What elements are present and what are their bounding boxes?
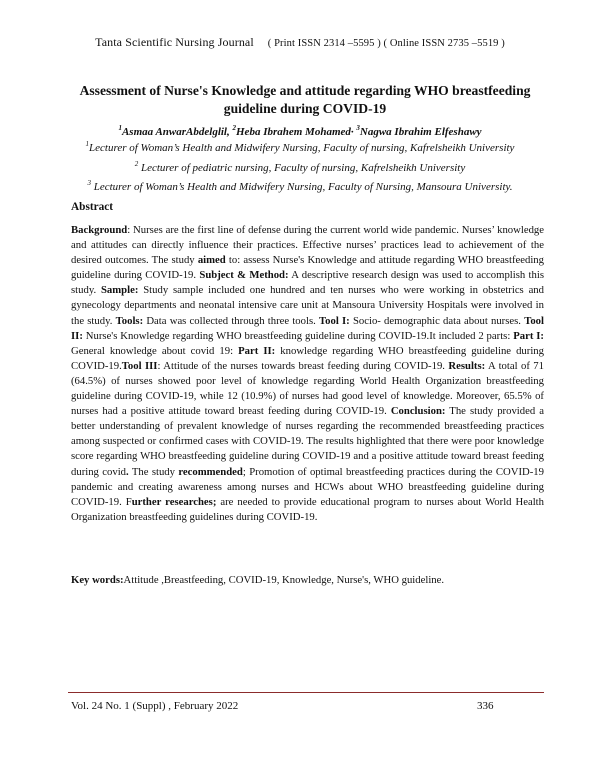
abstract-text-run: The study xyxy=(128,465,179,478)
abstract-text-run: are needed to provide educational program to nurses about World Health Organization breastfeeding guidelines during COVID-19. xyxy=(71,495,544,523)
affiliation-1-index: 1 xyxy=(85,140,90,148)
abstract-bold-run: . xyxy=(126,465,129,478)
abstract-text-run: The study provided a better understanding of prevalent knowledge of nurses regarding the recommended breastfeeding practices among suspected or confirmed cases with COVID-19. The results highlighted that there were poor knowledge score regarding WHO breastfeeding guideline during COVID-19 and a positive attitude toward breast feeding during covid xyxy=(71,405,544,478)
abstract-text-run: Data was collected through three tools. xyxy=(143,314,319,327)
abstract-bold-run: Part I: xyxy=(513,329,544,342)
abstract-bold-run: Tool III xyxy=(121,359,158,372)
keywords-text: Attitude ,Breastfeeding, COVID-19, Knowledge, Nurse's, WHO guideline. xyxy=(123,574,445,586)
journal-issn: ( Print ISSN 2314 –5595 ) ( Online ISSN 2735 –5519 ) xyxy=(267,38,505,49)
abstract-bold-run: Tool II: xyxy=(71,314,544,342)
author-2-index: 2 xyxy=(232,124,236,132)
keywords xyxy=(71,574,544,586)
abstract-bold-run: Sample: xyxy=(100,284,139,297)
affiliation-2 xyxy=(0,162,600,174)
abstract-text-run: Nurse's Knowledge regarding WHO breastfeeding guideline during COVID-19.It included 2 parts: xyxy=(82,329,514,342)
author-2: Heba Ibrahem Mohamed· xyxy=(236,126,357,138)
affiliation-3-index: 3 xyxy=(87,179,91,187)
abstract-heading: Abstract xyxy=(71,201,114,213)
abstract-text-run: Study sample included one hundred and ten nurses who were working in obstetrics and gynecology departments and neonatal intensive care unit at Mansoura University Hospitals were involved in the study. xyxy=(71,284,544,327)
abstract-text-run: ; Promotion of optimal breastfeeding practices during the COVID-19 pandemic and creating awareness among nurses and HCWs about WHO breastfeeding guideline during COVID-19. F xyxy=(71,465,544,508)
affiliation-3-text: Lecturer of Woman’s Health and Midwifery Nursing, Faculty of Nursing, Mansoura University. xyxy=(90,181,513,193)
abstract-bold-run: recommended xyxy=(178,465,243,478)
journal-header xyxy=(0,35,600,50)
abstract-body xyxy=(71,223,544,525)
author-1: Asmaa AnwarAbdelglil, xyxy=(121,126,233,138)
abstract-text-run: General knowledge about covid 19: xyxy=(71,344,239,357)
abstract-bold-run: Tools: xyxy=(115,314,144,327)
abstract-text-run: : Attitude of the nurses towards breast feeding during COVID-19. xyxy=(157,359,449,372)
author-3: Nagwa Ibrahim Elfeshawy xyxy=(359,126,482,138)
abstract-text-run: A total of 71 (64.5%) of nurses showed poor level of knowledge regarding World Health Organization breastfeeding guideline during COVID-19, while 12 (10.9%) of nurses had good level of knowledge. Moreover, 65.5% of nurses had a positive attitude toward breast feeding during COVID-19. xyxy=(71,359,544,418)
abstract-text-run: : Nurses are the first line of defense during the current world wide pandemic. Nurses’ knowledge and attitudes can directly influence their practices. Effective nurses’ practices lead to achievement of the desired outcomes. The study xyxy=(71,224,544,267)
author-list xyxy=(0,126,600,138)
affiliation-2-text: Lecturer of pediatric nursing, Faculty of nursing, Kafrelsheikh University xyxy=(138,162,466,174)
journal-name: Tanta Scientific Nursing Journal xyxy=(95,35,254,49)
abstract-bold-run: Tool I: xyxy=(319,314,350,327)
abstract-text-run: knowledge regarding WHO breastfeeding guideline during COVID-19. xyxy=(71,344,544,372)
abstract-bold-run: Subject & Method: xyxy=(199,269,289,282)
author-1-index: 1 xyxy=(118,124,122,132)
affiliation-3 xyxy=(0,181,600,193)
affiliation-1 xyxy=(0,142,600,154)
abstract-text-run: Socio- demographic data about nurses. xyxy=(349,314,525,327)
abstract-bold-run: Background xyxy=(71,224,128,236)
abstract-text-run: to: assess Nurse's Knowledge and attitude regarding WHO breastfeeding guideline during COVID-19. xyxy=(71,254,544,282)
abstract-bold-run: urther researches; xyxy=(131,495,217,508)
page-footer xyxy=(71,700,544,712)
keywords-label: Key words: xyxy=(71,574,124,586)
author-3-index: 3 xyxy=(356,124,360,132)
page-number: 336 xyxy=(477,700,494,712)
abstract-bold-run: Conclusion: xyxy=(390,405,446,418)
paper-title: Assessment of Nurse's Knowledge and attitude regarding WHO breastfeeding guideline during COVID-19 xyxy=(79,83,531,116)
abstract-bold-run: Part II: xyxy=(238,344,276,357)
footer-issue: Vol. 24 No. 1 (Suppl) , February 2022 xyxy=(71,700,239,712)
abstract-bold-run: aimed xyxy=(197,254,226,267)
footer-rule xyxy=(68,692,544,693)
affiliation-1-text: Lecturer of Woman’s Health and Midwifery Nursing, Faculty of nursing, Kafrelsheikh University xyxy=(89,142,515,154)
affiliation-2-index: 2 xyxy=(134,160,139,168)
abstract-bold-run: Results: xyxy=(448,359,486,372)
abstract-text-run: A descriptive research design was used to accomplish this study. xyxy=(71,269,544,297)
